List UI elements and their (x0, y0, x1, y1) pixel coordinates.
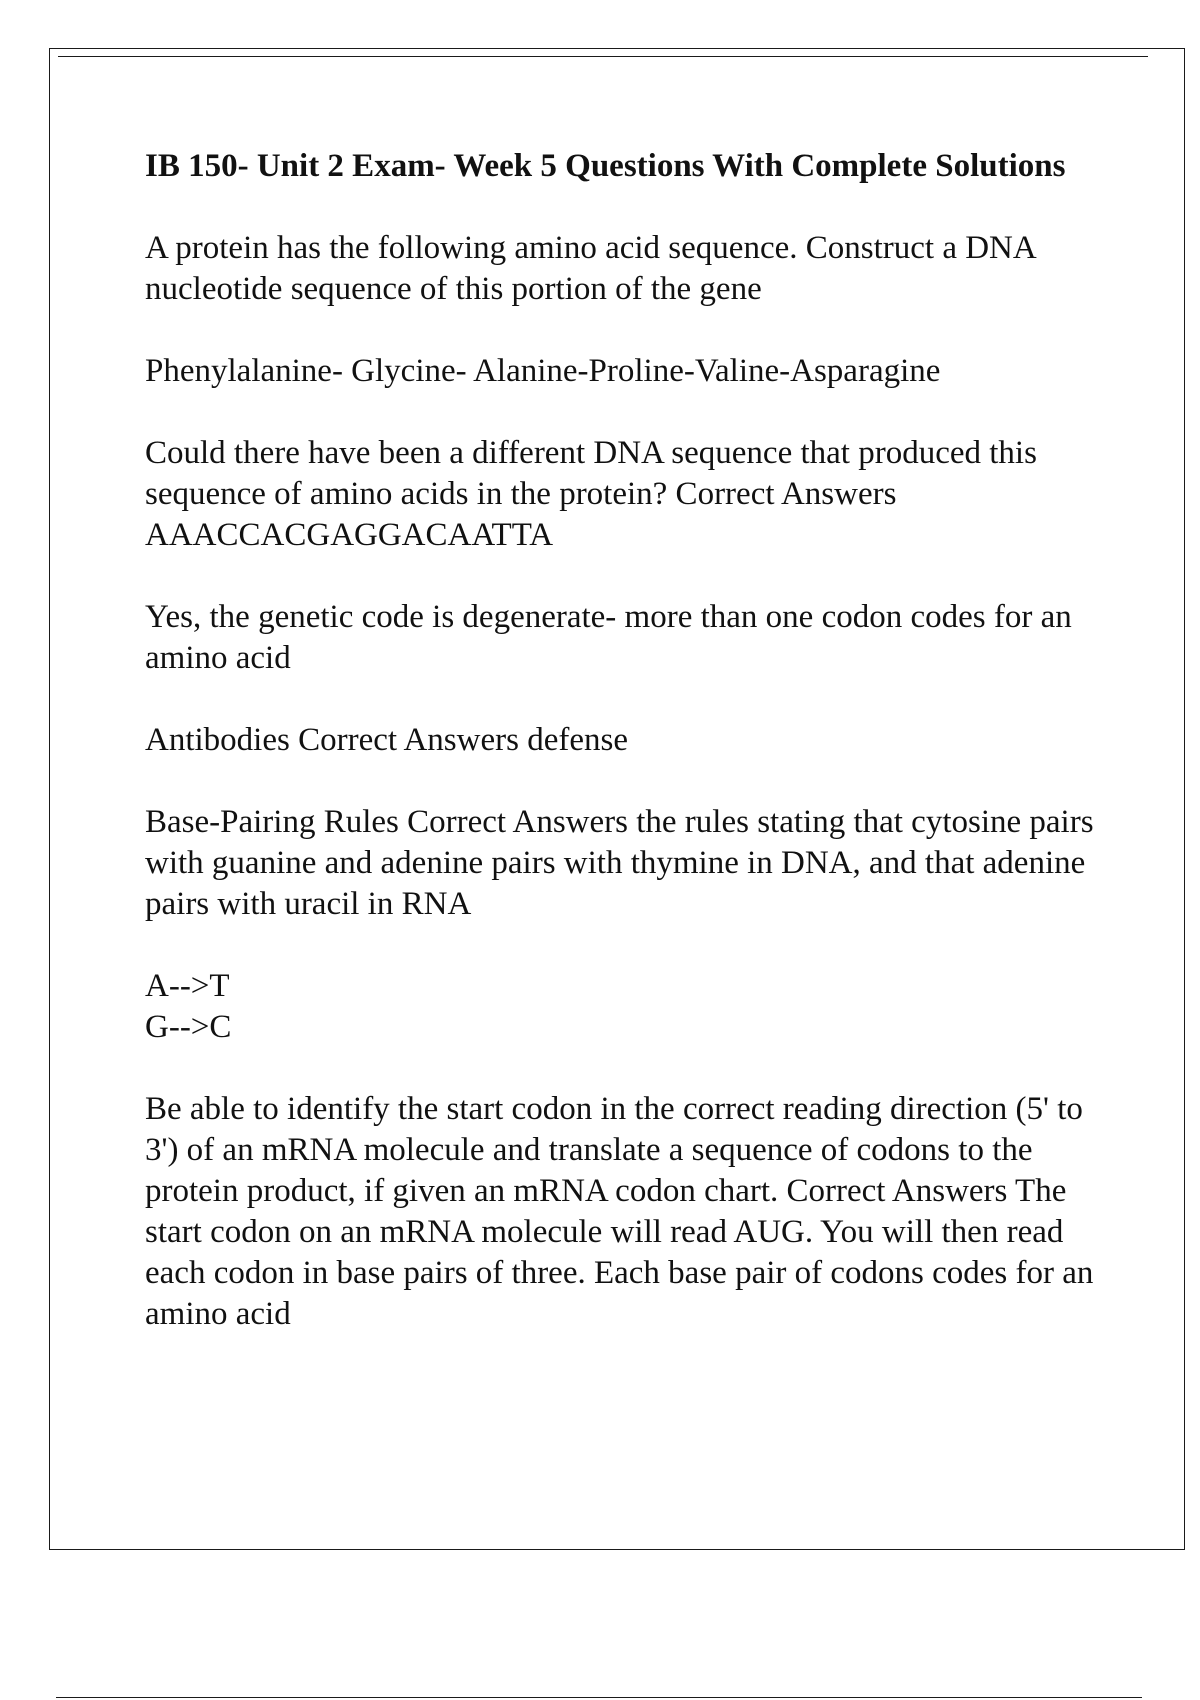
question-dna-sequence: Could there have been a different DNA sequence that produced this sequence of amino acids in the protein? Correct Answers AAACCACGAGGACAATTA (145, 435, 1037, 553)
document-body (145, 146, 1105, 1376)
term-antibodies: Antibodies Correct Answers defense (145, 722, 628, 758)
document-title: IB 150- Unit 2 Exam- Week 5 Questions With Complete Solutions (145, 148, 1066, 184)
top-rule (58, 56, 1148, 57)
answer-degenerate-code: Yes, the genetic code is degenerate- more than one codon codes for an amino acid (145, 599, 1072, 676)
term-base-pairing-rules: Base-Pairing Rules Correct Answers the rules stating that cytosine pairs with guanine and adenine pairs with thymine in DNA, and that adenine pairs with uracil in RNA (145, 804, 1094, 922)
question-prompt: A protein has the following amino acid sequence. Construct a DNA nucleotide sequence of this portion of the gene (145, 230, 1035, 307)
base-pair-mapping: A-->T G-->C (145, 968, 232, 1045)
bottom-rule (56, 1697, 1142, 1698)
question-start-codon: Be able to identify the start codon in the correct reading direction (5' to 3') of an mRNA molecule and translate a sequence of codons to the protein product, if given an mRNA codon chart. Correct Answers The start codon on an mRNA molecule will read AUG. You will then read each codon in base pairs of three. Each base pair of codons codes for an amino acid (145, 1091, 1094, 1332)
amino-acid-sequence: Phenylalanine- Glycine- Alanine-Proline-Valine-Asparagine (145, 353, 941, 389)
